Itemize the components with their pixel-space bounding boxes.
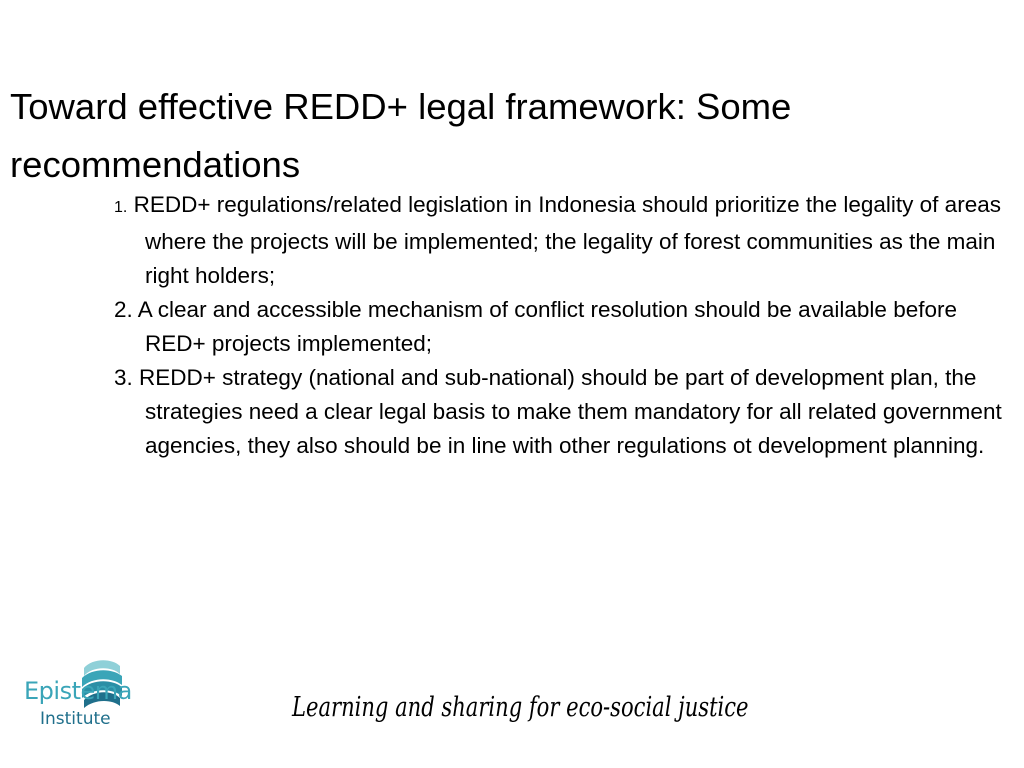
recommendation-item bbox=[114, 293, 1004, 361]
slide-title: Toward effective REDD+ legal framework: Some recommendations bbox=[10, 86, 792, 185]
recommendation-number: 3. bbox=[114, 365, 133, 390]
footer-tagline: Learning and sharing for eco-social justice bbox=[292, 692, 749, 723]
logo-subtitle: Institute bbox=[40, 709, 111, 729]
recommendation-number: 1. bbox=[114, 199, 128, 216]
recommendation-text: A clear and accessible mechanism of conflict resolution should be available before RED+ projects implemented; bbox=[132, 297, 957, 356]
recommendation-item bbox=[114, 361, 1004, 463]
recommendation-text: REDD+ regulations/related legislation in Indonesia should prioritize the legality of areas where the projects will be implemented; the legality of forest communities as the main right holders; bbox=[127, 192, 1001, 288]
recommendation-list bbox=[114, 188, 1004, 463]
recommendation-text: REDD+ strategy (national and sub-national) should be part of development plan, the strategies need a clear legal basis to make them mandatory for all related government agencies, they also should be in line with other regulations ot development planning. bbox=[132, 365, 1002, 458]
epistema-logo bbox=[22, 654, 132, 744]
recommendation-number: 2. bbox=[114, 297, 133, 322]
logo-name: Epistema bbox=[24, 677, 132, 705]
recommendation-item bbox=[114, 188, 1004, 293]
